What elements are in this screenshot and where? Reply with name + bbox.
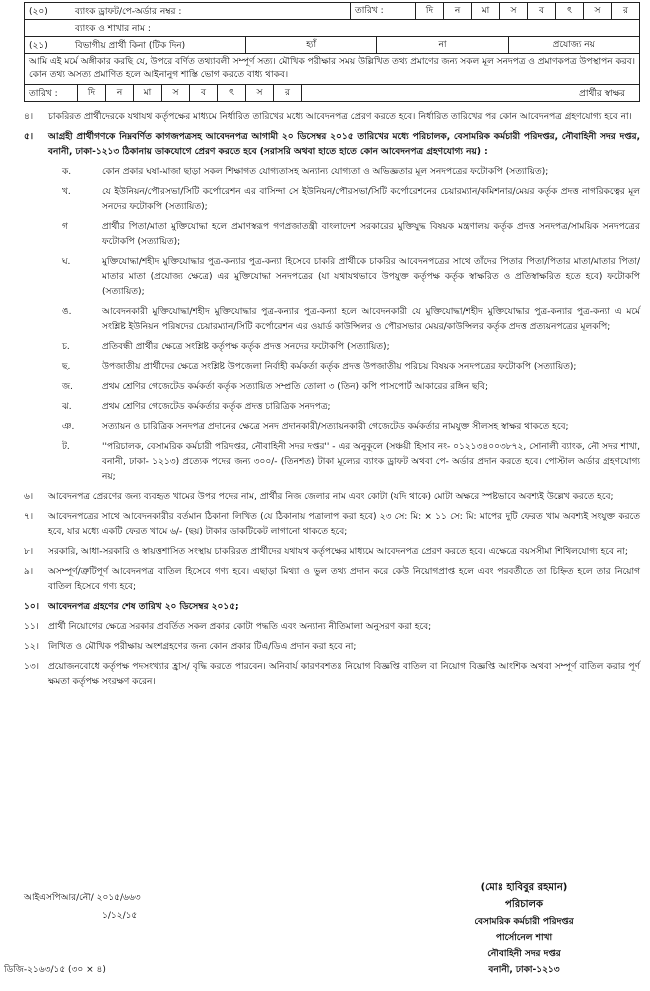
sub-item [62, 420, 640, 435]
item-number: ৮। [24, 547, 34, 557]
item-text: প্রার্থী নিয়োগের ক্ষেত্রে সরকার প্রবর্তিত সকল প্রকার কোটা পদ্ধতি এবং অন্যান্য নীতিমালা অনুসরণ করা হবে; [48, 622, 432, 632]
list-item [24, 565, 640, 595]
row-number: (২০) [29, 6, 48, 17]
sub-item-letter: খ. [62, 187, 71, 197]
list-item [24, 640, 640, 655]
date-cell[interactable]: মা [471, 3, 499, 19]
tick-options [245, 37, 639, 53]
bank-branch-label: ব্যাংক ও শাখার নাম : [75, 23, 151, 34]
memo-date: ১/১২/১৫ [102, 911, 138, 921]
date-cells [77, 85, 301, 101]
item-text: চাকরিরত প্রার্থীদেরকে যথাযথ কর্তৃপক্ষের মাধ্যমে নির্ধারিত তারিখের মধ্যে আবেদনপত্র প্রেরণ করতে হবে। নির্ধারিত তারিখের পর কোন আবেদনপত্র গ্রহণযোগ্য হবে না। [48, 112, 632, 122]
row-number: (২১) [29, 40, 48, 51]
sub-item-letter: ছ. [62, 362, 71, 372]
memo-number: আইএসপিআর/নৌ/ ২০১৫/৬৬৩ [24, 893, 141, 903]
signature-block [424, 880, 624, 978]
sub-item-text: উপজাতীয় প্রার্থীদের ক্ষেত্রে সংশ্লিষ্ট উপজেলা নির্বাহী কর্মকর্তা কর্তৃক প্রদত্ত উপজাতীয় পরিচয় বিষয়ক সনদপত্রের ফটোকপি (সত্যায়িত); [102, 362, 577, 372]
sub-item-letter: ঝ. [62, 402, 72, 412]
list-item [24, 110, 640, 125]
sub-item-text: প্রার্থীর পিতা/মাতা মুক্তিযোদ্ধা হলে প্রমাণস্বরূপ গণপ্রজাতন্ত্রী বাংলাদেশ সরকারের মুক্তিযুদ্ধ বিষয়ক মন্ত্রণালয় কর্তৃক প্রদত্ত সনদপত্র/সাময়িক সনদপত্রের ফটোকপি (সত্যায়িত); [102, 222, 640, 247]
sub-item-letter: ঘ. [62, 257, 71, 267]
item-number: ১৩। [24, 662, 39, 672]
date-cell[interactable]: দি [77, 85, 105, 101]
document-page [0, 2, 650, 991]
option-not-applicable[interactable]: প্রযোজ্য নয় [508, 37, 639, 53]
sub-item [62, 440, 640, 485]
sub-item [62, 165, 640, 180]
item-text: লিখিত ও মৌখিক পরীক্ষায় অংশগ্রহণের জন্য কোন প্রকার টিএ/ডিএ প্রদান করা হবে না; [48, 642, 357, 652]
form-row-20 [25, 3, 639, 20]
sub-item-text: কোন প্রকার ঘষা-মাজা ছাড়া সকল শিক্ষাগত যোগ্যতাসহ অন্যান্য যোগ্যতা ও অভিজ্ঞতার মূল সনদপত্রের ফটোকপি (সত্যায়িত); [102, 167, 549, 177]
sub-item-text: আবেদনকারী মুক্তিযোদ্ধা/শহীদ মুক্তিযোদ্ধার পুত্র-কন্যার পুত্র-কন্যা হলে আবেদনকারী যে মুক্তিযোদ্ধা/শহীদ মুক্তিযোদ্ধার পুত্র-কন্যার পুত্র-কন্যা এ মর্মে সংশ্লিষ্ট ইউনিয়ন পরিষদের চেয়ারম্যান/সিটি কর্পোরেশন এর ওয়ার্ড কাউন্সিলর ও পৌরসভার মেয়র/কাউন্সিলর কর্তৃক প্রদত্ত প্রত্যয়নপত্রের মূলকপি; [102, 307, 640, 332]
office-line: নৌবাহিনী সদর দপ্তর [487, 949, 561, 959]
date-cell[interactable]: ব [189, 85, 217, 101]
sub-item-text: প্রথম শ্রেণির গেজেটেড কর্মকর্তার কর্তৃক প্রদত্ত চারিত্রিক সনদপত্র; [102, 402, 331, 412]
date-cell[interactable]: ব [527, 3, 555, 19]
item-number: ৬। [24, 492, 34, 502]
sub-item [62, 360, 640, 375]
draft-number-label: ব্যাংক ড্রাফট/পে-অর্ডার নম্বর : [75, 6, 182, 17]
sub-item-letter: চ. [62, 342, 70, 352]
signer-name: (মোঃ হাবিবুর রহমান) [480, 882, 568, 893]
sub-item [62, 380, 640, 395]
date-label: তারিখ : [350, 3, 415, 19]
declaration-text: আমি এই মর্মে অঙ্গীকার করছি যে, উপরে বর্ণিত তথ্যাবলী সম্পূর্ণ সত্য। মৌখিক পরীক্ষার সময় উল্লিখিত তথ্য প্রমাণের জন্য সকল মূল সনদপত্র ও প্রমাণকপত্র উপস্থাপন করব। কোন তথ্য অসত্য প্রমাণিত হলে আইনানুগ শাস্তি ভোগ করতে বাধ্য থাকব। [25, 54, 639, 85]
application-form-box [24, 2, 640, 102]
print-reference: ডিজি-২১৬৩/১৫ (৩০ × ৪) [4, 965, 106, 975]
item-number: ১২। [24, 642, 39, 652]
date-cell[interactable]: স [161, 85, 189, 101]
sub-item [62, 400, 640, 415]
item-number: ১০। [24, 602, 39, 612]
office-line: পার্সোনেল শাখা [495, 933, 553, 943]
date-cell[interactable]: স [583, 3, 611, 19]
date-cell[interactable]: ৎ [217, 85, 245, 101]
sub-item [62, 340, 640, 355]
office-line: বনানী, ঢাকা-১২১৩ [488, 965, 560, 975]
date-cell[interactable]: ন [443, 3, 471, 19]
item-number: ৭। [24, 512, 34, 522]
date-cell[interactable]: দি [415, 3, 443, 19]
sub-item-text: প্রথম শ্রেণির গেজেটেড কর্মকর্তা কর্তৃক সত্যায়িত সম্প্রতি তোলা ৩ (তিন) কপি পাসপোর্ট আকারের রঙ্গিন ছবি; [102, 382, 489, 392]
date-cell[interactable]: র [273, 85, 301, 101]
item-number: ৯। [24, 567, 34, 577]
item-text: প্রয়োজনবোধে কর্তৃপক্ষ পদসংখ্যার হ্রাস/ বৃদ্ধি করতে পারবেন। অনিবার্য কারণবশতঃ নিয়োগ বিজ্ঞপ্তি বাতিল বা নিয়োগ বিজ্ঞপ্তি আংশিক অথবা সম্পূর্ণ বাতিল করার পূর্ণ ক্ষমতা কর্তৃপক্ষ সংরক্ষণ করেন। [48, 662, 640, 687]
sub-item-text: প্রতিবন্ধী প্রার্থীর ক্ষেত্রে সংশ্লিষ্ট কর্তৃপক্ষ কর্তৃক প্রদত্ত সনদের ফটোকপি (সত্যায়িত); [102, 342, 390, 352]
sub-item-text: মুক্তিযোদ্ধা/শহীদ মুক্তিযোদ্ধার পুত্র-কন্যার পুত্র-কন্যা হিসেবে চাকরি প্রার্থীকে চাকরির আবেদনপত্রের সাথে তাঁদের পিতার পিতা/পিতার মাতা/মাতার পিতা/মাতার মাতা (প্রযোজ্য ক্ষেত্রে) এর মুক্তিযোদ্ধা সনদপত্রের (যা যথাযথভাবে উপযুক্ত কর্তৃপক্ষ কর্তৃক স্বাক্ষরিত ও প্রতিস্বাক্ষরিত হতে হবে) ফটোকপি (সত্যায়িত); [102, 257, 640, 297]
item-text: আবেদনপত্র প্রেরণের জন্য ব্যবহৃত খামের উপর পদের নাম, প্রার্থীর নিজ জেলার নাম এবং কোটা (যদি থাকে) মোটা অক্ষরে স্পষ্টভাবে অবশ্যই উল্লেখ করতে হবে; [48, 492, 614, 502]
date-cell[interactable]: ন [105, 85, 133, 101]
sub-item-text: সত্যায়ন ও চারিত্রিক সনদপত্র প্রদানের ক্ষেত্রে সনদ প্রদানকারী/সত্যায়নকারী গেজেটেড কর্মকর্তার নামযুক্ত সীলসহ স্বাক্ষর থাকতে হবে; [102, 422, 569, 432]
form-row-21 [25, 37, 639, 54]
instruction-list [24, 110, 640, 690]
item-text: আবেদনপত্রের সাথে আবেদনকারীর বর্তমান ঠিকানা লিখিত (যে ঠিকানায় পত্রালাপ করা হবে) ২৩ সে: মি: × ১১ সে: মি: মাপের দুটি ফেরত খাম অবশ্যই সংযুক্ত করতে হবে, যার মধ্যে একটি ফেরত খামে ৬/- (ছয়) টাকার ডাকটিকেট লাগানো থাকতে হবে; [48, 512, 640, 537]
option-yes[interactable]: হ্যাঁ [245, 37, 376, 53]
sub-item [62, 220, 640, 250]
item-text: আগ্রহী প্রার্থীগণকে নিম্নবর্ণিত কাগজপত্রসহ আবেদনপত্র আগামী ২০ ডিসেম্বর ২০১৫ তারিখের মধ্যে পরিচালক, বেসামরিক কর্মচারী পরিদপ্তর, নৌবাহিনী সদর দপ্তর, বনানী, ঢাকা-১২১৩ ঠিকানায় ডাকযোগে প্রেরণ করতে হবে (সরাসরি অথবা হাতে হাতে কোন আবেদনপত্র গ্রহণযোগ্য নয়) : [48, 132, 640, 157]
signature-row [25, 85, 639, 101]
list-item [24, 490, 640, 505]
date-label: তারিখ : [29, 88, 58, 99]
sub-item-text: যে ইউনিয়ন/পৌরসভা/সিটি কর্পোরেশন এর বাসিন্দা সে ইউনিয়ন/পৌরসভা/সিটি কর্পোরেশনের চেয়ারম্যান/কমিশনার/মেয়র কর্তৃক প্রদত্ত নাগরিকত্বের মূল সনদের ফটোকপি (সত্যায়িত); [102, 187, 640, 212]
bank-branch-row [25, 20, 639, 37]
departmental-candidate-label: বিভাগীয় প্রার্থী কিনা (টিক দিন) [75, 40, 186, 51]
list-item [24, 510, 640, 540]
sub-item [62, 185, 640, 215]
sub-item-letter: জ. [62, 382, 73, 392]
signer-title: পরিচালক [505, 899, 543, 910]
list-item [24, 545, 640, 560]
date-cell[interactable]: স [245, 85, 273, 101]
item-number: ৪। [24, 112, 34, 122]
item-text: সরকারি, আধা-সরকারি ও স্বায়ত্তশাসিত সংস্থায় চাকরিরত প্রার্থীদের যথাযথ কর্তৃপক্ষের মাধ্যমে আবেদনপত্র প্রেরণ করতে হবে। এক্ষেত্রে বয়সসীমা শিথিলযোগ্য হবে না; [48, 547, 628, 557]
item-number: ১১। [24, 622, 39, 632]
sub-item [62, 305, 640, 335]
date-cell[interactable]: র [611, 3, 639, 19]
sub-item-letter: ট. [62, 442, 70, 452]
date-cells [415, 3, 639, 19]
date-cell[interactable]: স [499, 3, 527, 19]
date-cell[interactable]: মা [133, 85, 161, 101]
office-line: বেসামরিক কর্মচারী পরিদপ্তর [474, 917, 574, 927]
candidate-signature-label: প্রার্থীর স্বাক্ষর [579, 88, 625, 99]
sub-item-letter: ঞ. [62, 422, 75, 432]
list-item [24, 620, 640, 635]
item-text: আবেদনপত্র গ্রহণের শেষ তারিখ ২০ ডিসেম্বর ২০১৫; [48, 602, 239, 612]
sub-item-letter: ঙ. [62, 307, 72, 317]
list-item [24, 600, 640, 615]
list-item [24, 660, 640, 690]
option-no[interactable]: না [376, 37, 507, 53]
item-number: ৫। [24, 132, 34, 142]
sub-item-letter: ক. [62, 167, 72, 177]
date-cell[interactable]: ৎ [555, 3, 583, 19]
list-item [24, 130, 640, 160]
sub-item-letter: গ [62, 222, 68, 232]
item-text: অসম্পূর্ণ/ত্রুটিপূর্ণ আবেদনপত্র বাতিল হিসেবে গণ্য হবে। এছাড়া মিথ্যা ও ভুল তথ্য প্রদান করে কেউ নিয়োগপ্রাপ্ত হলে এবং পরবর্তীতে তা চিহ্নিত হলে তার নিয়োগ বাতিল হিসেবে গণ্য হবে; [48, 567, 640, 592]
sub-item [62, 255, 640, 300]
sub-item-text: ''পরিচালক, বেসামরিক কর্মচারী পরিদপ্তর, নৌবাহিনী সদর দপ্তর'' - এর অনুকূলে (সঞ্চয়ী হিসাব নং- ০১২১৩৪০০৩৮৭২, সোনালী ব্যাংক, নৌ সদর শাখা, বনানী, ঢাকা- ১২১৩) প্রত্যেক পদের জন্য ৩০০/- (তিনশত) টাকা মূল্যের ব্যাংক ড্রাফট অথবা পে- অর্ডার প্রদান করতে হবে। পোস্টাল অর্ডার গ্রহণযোগ্য নয়; [102, 442, 640, 482]
